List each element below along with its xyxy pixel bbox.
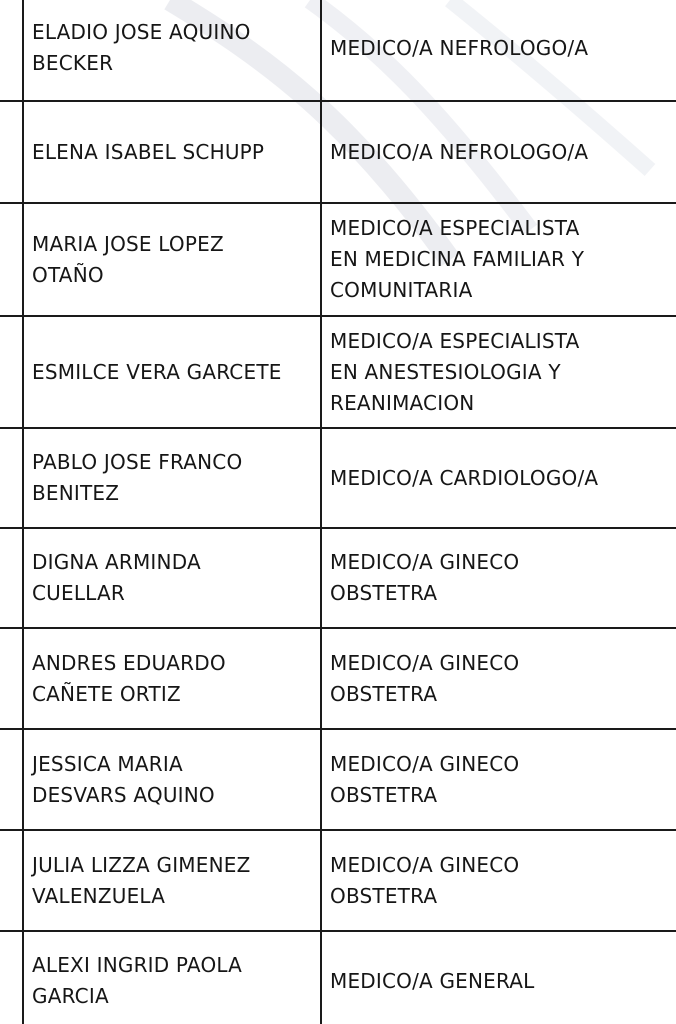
row-number [0, 528, 23, 628]
staff-role: MEDICO/A GINECO OBSTETRA [321, 830, 676, 931]
staff-role: MEDICO/A ESPECIALISTA EN ANESTESIOLOGIA Y REANIMACION [321, 316, 676, 428]
staff-name: MARIA JOSE LOPEZ OTAÑO [23, 203, 321, 316]
row-number [0, 628, 23, 729]
staff-name: DIGNA ARMINDA CUELLAR [23, 528, 321, 628]
table-row [0, 729, 676, 830]
staff-role: MEDICO/A NEFROLOGO/A [321, 101, 676, 203]
staff-role: MEDICO/A CARDIOLOGO/A [321, 428, 676, 528]
row-number [0, 428, 23, 528]
staff-role: MEDICO/A GINECO OBSTETRA [321, 628, 676, 729]
table-row [0, 0, 676, 101]
row-number [0, 101, 23, 203]
staff-name: PABLO JOSE FRANCO BENITEZ [23, 428, 321, 528]
staff-name: ANDRES EDUARDO CAÑETE ORTIZ [23, 628, 321, 729]
table-row [0, 628, 676, 729]
staff-name: ESMILCE VERA GARCETE [23, 316, 321, 428]
table-row [0, 931, 676, 1024]
staff-name: JESSICA MARIA DESVARS AQUINO [23, 729, 321, 830]
table-row [0, 101, 676, 203]
staff-name: ELADIO JOSE AQUINO BECKER [23, 0, 321, 101]
row-number [0, 203, 23, 316]
row-number [0, 316, 23, 428]
staff-role: MEDICO/A ESPECIALISTA EN MEDICINA FAMILIAR Y COMUNITARIA [321, 203, 676, 316]
staff-name: ALEXI INGRID PAOLA GARCIA [23, 931, 321, 1024]
row-number [0, 830, 23, 931]
staff-role: MEDICO/A GENERAL [321, 931, 676, 1024]
staff-name: ELENA ISABEL SCHUPP [23, 101, 321, 203]
table-row [0, 528, 676, 628]
staff-name: JULIA LIZZA GIMENEZ VALENZUELA [23, 830, 321, 931]
row-number [0, 729, 23, 830]
table-row [0, 830, 676, 931]
staff-role: MEDICO/A GINECO OBSTETRA [321, 729, 676, 830]
row-number [0, 0, 23, 101]
row-number [0, 931, 23, 1024]
table-row [0, 203, 676, 316]
staff-role: MEDICO/A GINECO OBSTETRA [321, 528, 676, 628]
table-row [0, 316, 676, 428]
staff-role: MEDICO/A NEFROLOGO/A [321, 0, 676, 101]
table-row [0, 428, 676, 528]
